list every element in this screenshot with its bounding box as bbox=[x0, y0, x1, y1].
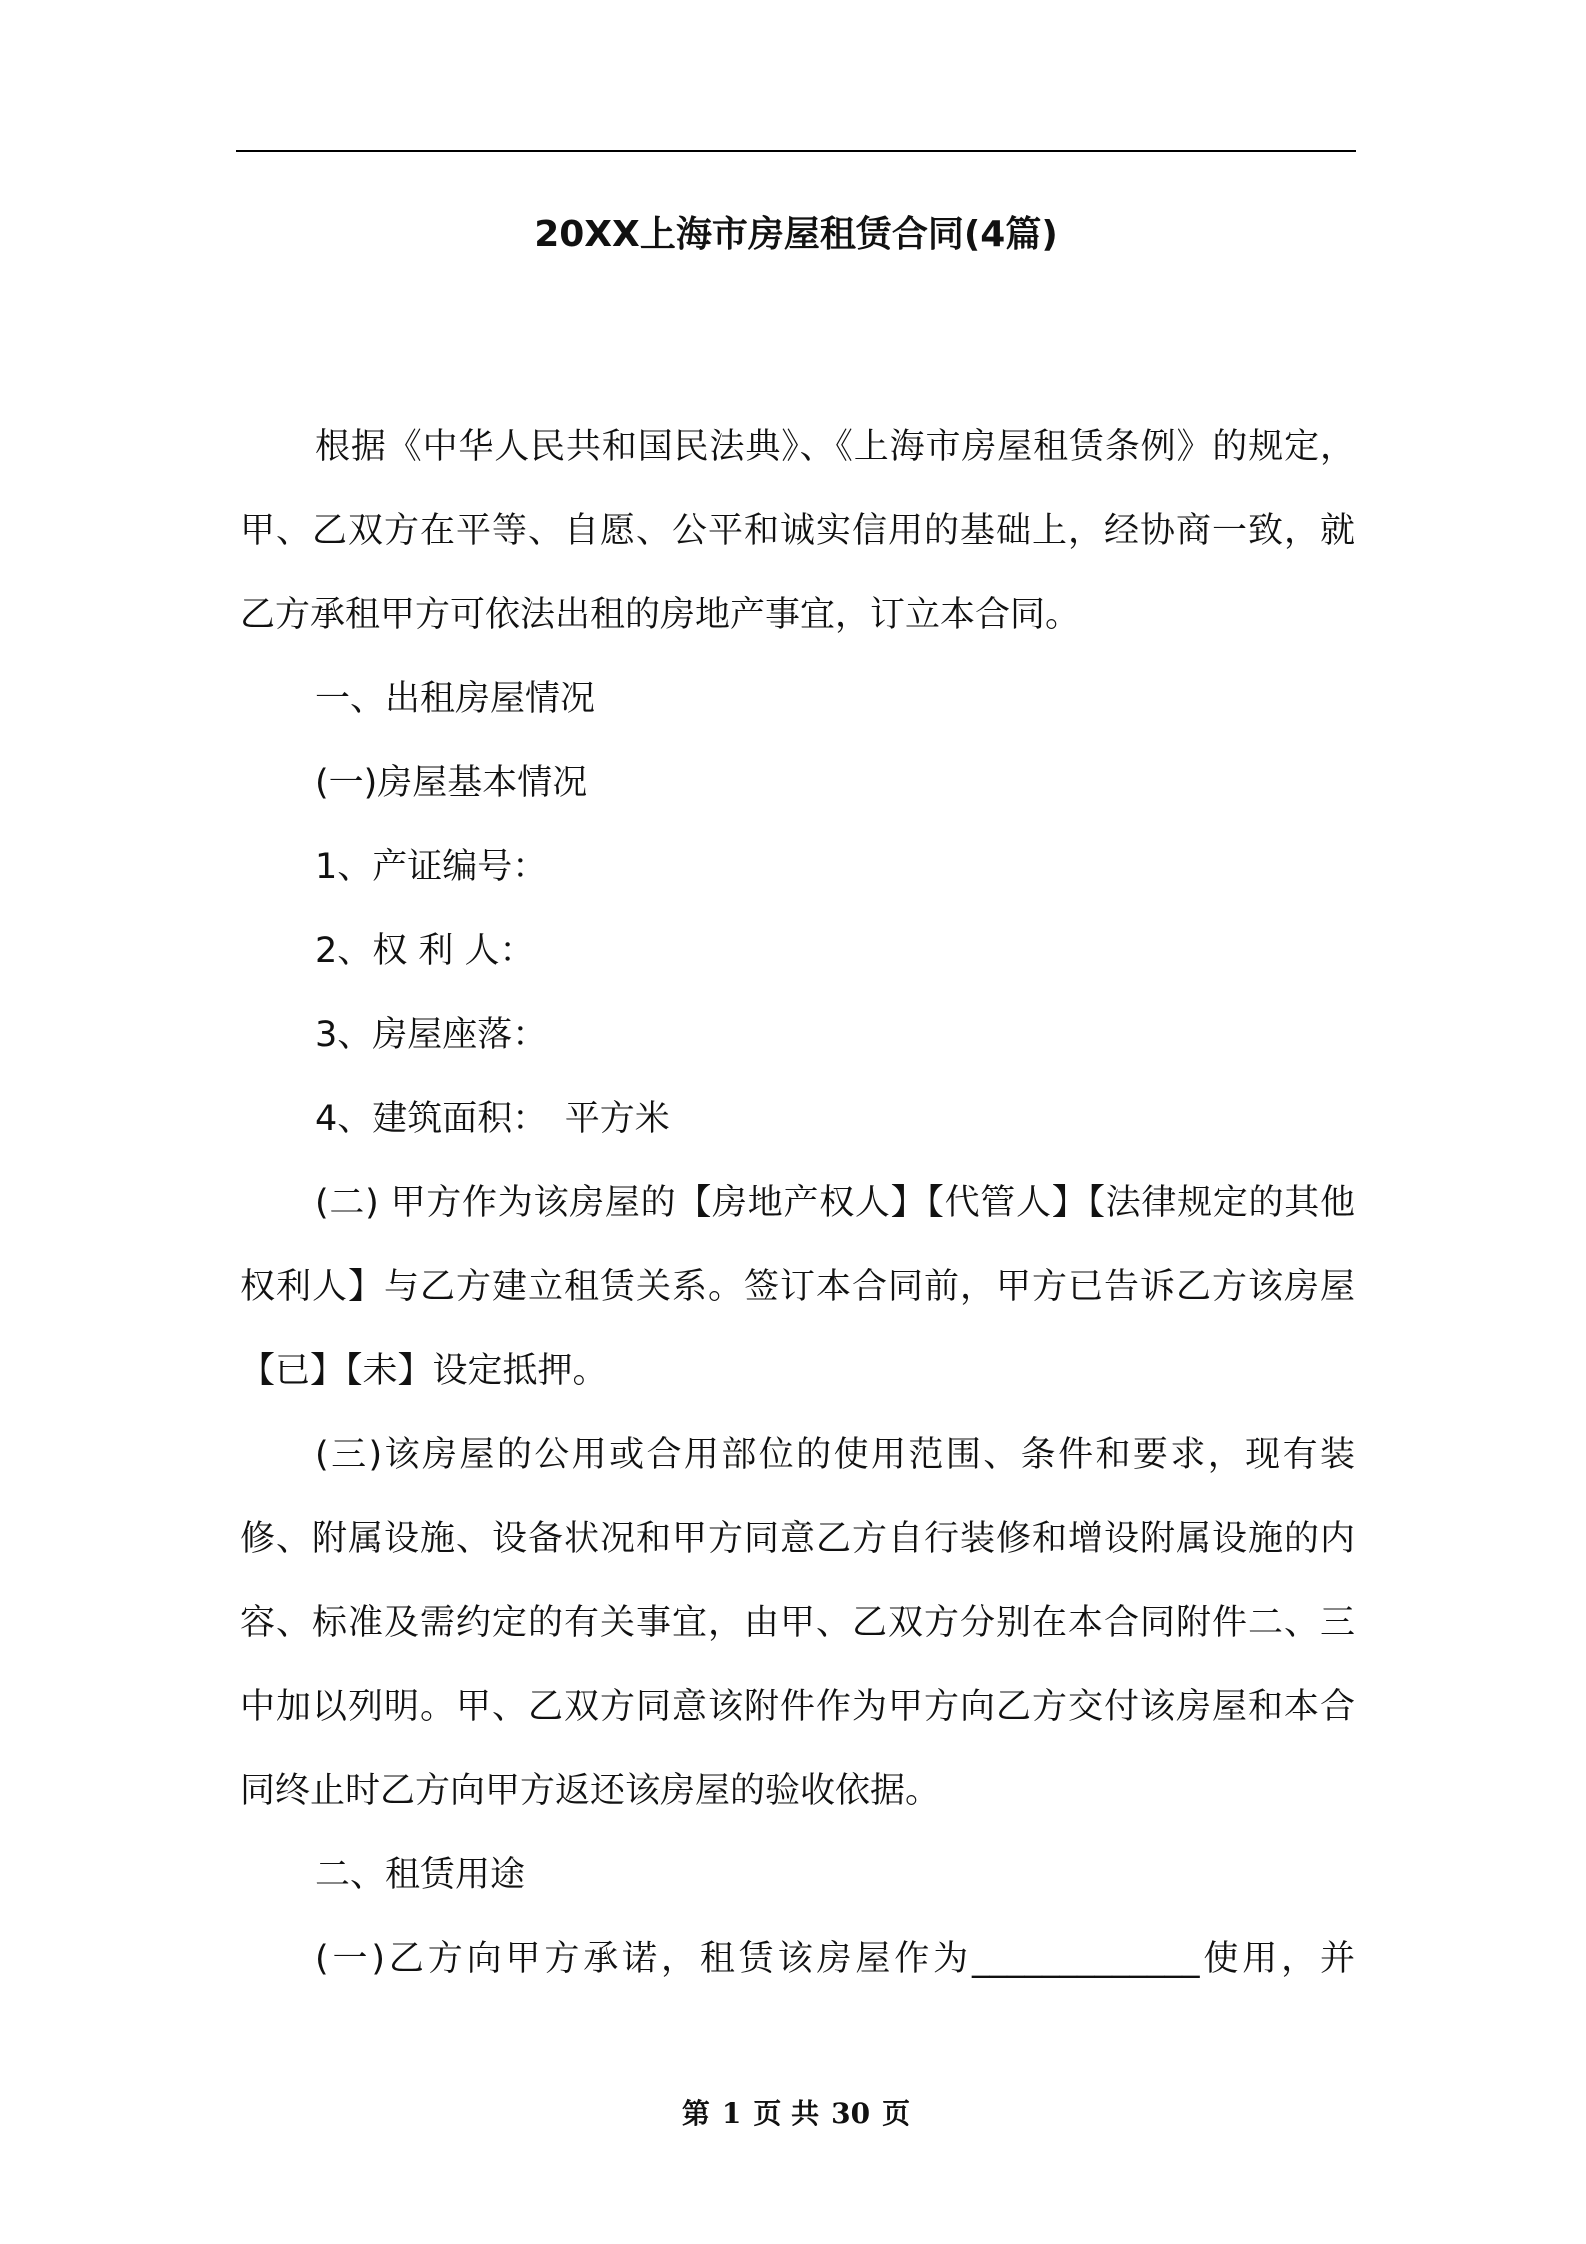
section-heading-2: 二、租赁用途 bbox=[315, 1855, 526, 1895]
list-item-certificate-no: 1、产证编号： bbox=[315, 847, 548, 887]
document-title: 20XX上海市房屋租赁合同(4篇) bbox=[534, 214, 1058, 255]
section-heading-1: 一、出租房屋情况 bbox=[315, 679, 596, 719]
paragraph-lease-use: (一)乙方向甲方承诺，租赁该房屋作为_____________使用，并 bbox=[315, 1939, 1355, 1979]
footer-total-pages: 30 bbox=[831, 2097, 871, 2130]
subsection-heading-1: (一)房屋基本情况 bbox=[315, 763, 588, 803]
footer-prefix: 第 bbox=[681, 2097, 710, 2130]
footer-suffix: 页 bbox=[882, 2097, 911, 2130]
footer-page-number: 1 bbox=[721, 2097, 742, 2130]
document-body bbox=[240, 405, 1355, 2001]
header-rule bbox=[236, 150, 1356, 152]
footer-middle: 页 共 bbox=[753, 2097, 820, 2130]
list-item-floor-area: 4、建筑面积： 平方米 bbox=[315, 1099, 670, 1139]
paragraph-preamble: 根据《中华人民共和国民法典》、《上海市房屋租赁条例》的规定，甲、乙双方在平等、自愿、公平和诚实信用的基础上，经协商一致，就乙方承租甲方可依法出租的房地产事宜，订立本合同。 bbox=[240, 427, 1355, 635]
page-footer bbox=[236, 2094, 1356, 2134]
list-item-location: 3、房屋座落： bbox=[315, 1015, 548, 1055]
paragraph-shared-areas: (三)该房屋的公用或合用部位的使用范围、条件和要求，现有装修、附属设施、设备状况和甲方同意乙方自行装修和增设附属设施的内容、标准及需约定的有关事宜，由甲、乙双方分别在本合同附件二、三中加以列明。甲、乙双方同意该附件作为甲方向乙方交付该房屋和本合同终止时乙方向甲方返还该房屋的验收依据。 bbox=[240, 1435, 1355, 1811]
paragraph-landlord-status: (二) 甲方作为该房屋的【房地产权人】【代管人】【法律规定的其他权利人】与乙方建立租赁关系。签订本合同前，甲方已告诉乙方该房屋【已】【未】设定抵押。 bbox=[240, 1183, 1355, 1391]
list-item-rights-holder: 2、权 利 人： bbox=[315, 931, 535, 971]
